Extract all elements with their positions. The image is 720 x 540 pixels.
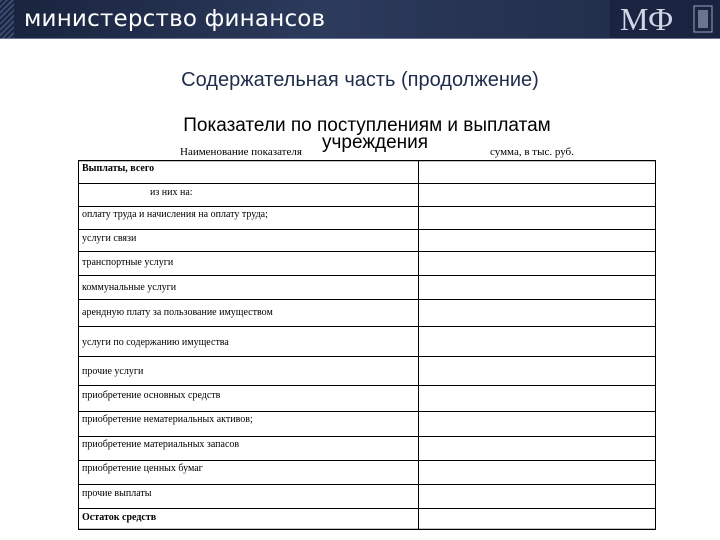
table-title-line-1: Показатели по поступлениям и выплатам bbox=[183, 115, 551, 136]
table-row-label: прочие услуги bbox=[82, 366, 144, 377]
ministry-emblem-icon bbox=[0, 0, 14, 38]
table-row-label: приобретение материальных запасов bbox=[82, 439, 240, 450]
table-title-line-2: учреждения bbox=[322, 132, 429, 153]
table-row-label: транспортные услуги bbox=[82, 257, 174, 268]
table-row-label: оплату труда и начисления на оплату труда; bbox=[82, 209, 268, 220]
table-row-label: услуги связи bbox=[82, 233, 137, 244]
payments-table bbox=[78, 160, 656, 530]
table-row-label: из них на: bbox=[150, 187, 193, 198]
logo-text: МФ bbox=[620, 1, 674, 37]
ministry-logo-icon bbox=[610, 0, 720, 38]
table-row-label: приобретение основных средств bbox=[82, 390, 221, 401]
header-bar bbox=[0, 0, 720, 38]
table-row-label: приобретение ценных бумаг bbox=[82, 463, 203, 474]
header-divider bbox=[0, 38, 720, 39]
slide-title: Содержательная часть (продолжение) bbox=[181, 69, 539, 91]
table-row-label: коммунальные услуги bbox=[82, 282, 177, 293]
column-header-name: Наименование показателя bbox=[180, 146, 302, 158]
table-row-label: услуги по содержанию имущества bbox=[82, 337, 229, 348]
ministry-title: министерство финансов bbox=[24, 6, 326, 32]
table-row-label: приобретение нематериальных активов; bbox=[82, 414, 253, 425]
column-header-sum: сумма, в тыс. руб. bbox=[490, 146, 574, 158]
table-row-label: прочие выплаты bbox=[82, 488, 152, 499]
table-row-label: арендную плату за пользование имуществом bbox=[82, 307, 273, 318]
table-row-label: Выплаты, всего bbox=[82, 163, 155, 174]
table-row-label: Остаток средств bbox=[82, 512, 157, 523]
